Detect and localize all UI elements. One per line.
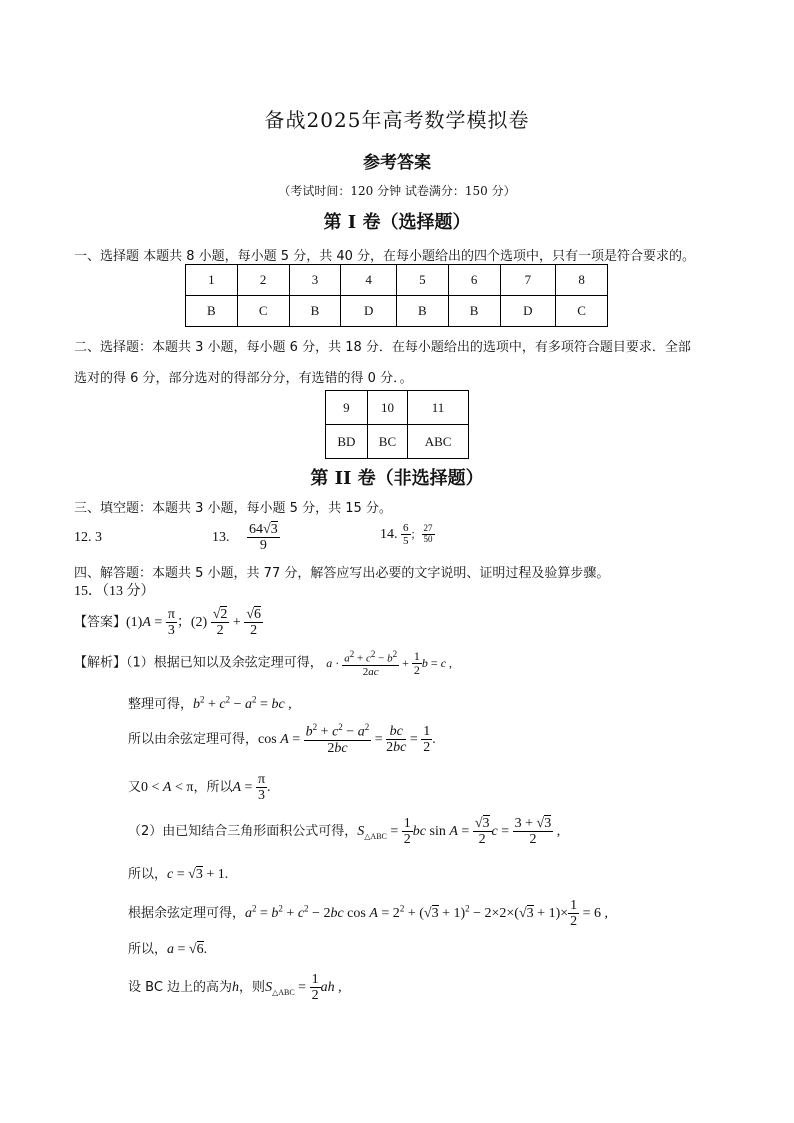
answer-13-rad: 3 (270, 522, 278, 537)
table-cell: 2 (237, 265, 289, 296)
table-cell: B (186, 296, 238, 327)
answer-13-num: 64 (249, 522, 263, 537)
analysis-step-1: 【解析】（1）根据已知以及余弦定理可得， a · $\frac{a^2 + c^2 - b^2}{2ac}$ + $\frac{1}{2}$ b = c , (74, 649, 453, 678)
paper-title: 备战2025年高考数学模拟卷 (264, 108, 530, 132)
table-cell: 1 (186, 265, 238, 296)
q4-instruction: 四、解答题：本题共 5 小题，共 77 分，解答应写出必要的文字说明、证明过程及验算步骤。 (74, 566, 610, 581)
table-cell: BC (367, 425, 407, 459)
table-cell: 6 (448, 265, 500, 296)
q3-instruction: 三、填空题：本题共 3 小题，每小题 5 分，共 15 分。 (74, 501, 392, 516)
table-cell: 10 (367, 391, 407, 425)
analysis-step-3: 所以由余弦定理可得，cos A = $\frac{b^2 + c^2 - a^2}{2bc}$ = $\frac{bc}{2bc}$ = $\frac{1}{2}$ . (128, 722, 436, 757)
table-cell: 11 (408, 391, 469, 425)
answer-13 (212, 522, 280, 554)
table-row (186, 296, 608, 327)
table-cell: ABC (408, 425, 469, 459)
part2-heading: 第 II 卷（非选择题） (310, 468, 484, 489)
table-cell: C (556, 296, 608, 327)
table-cell: D (500, 296, 556, 327)
answer-13-den: 9 (259, 538, 267, 554)
table-cell: BD (326, 425, 368, 459)
answer-14-fraction-2: $\frac{27}{50}$ (423, 523, 433, 545)
table-cell: 3 (289, 265, 341, 296)
table-cell: 5 (396, 265, 448, 296)
table-cell: 7 (500, 265, 556, 296)
table-cell: C (237, 296, 289, 327)
answer-14-label: 14. (380, 526, 398, 542)
table-row (326, 391, 469, 425)
analysis-step-7: 根据余弦定理可得，$a^2 = b^2 + c^2 - 2bc$ $\cos A = 2^2 + (√3 + 1)^2 - 2\times 2\times(√3 + 1)\times$ $\frac{1}{2}$ = 6 , (128, 898, 609, 930)
q15-label: 15．（13 分） (74, 584, 155, 599)
table-cell: B (289, 296, 341, 327)
table-cell: 9 (326, 391, 368, 425)
analysis-step-6: 所以，c = √3 + 1. (128, 867, 229, 882)
answer-14-fraction-1: $\frac{6}{5}$ (403, 522, 409, 548)
q1-instruction: 一、选择题 本题共 8 小题，每小题 5 分，共 40 分，在每小题给出的四个选项中，只有一项是符合要求的。 (74, 249, 696, 264)
answer-12: 12. 3 (74, 530, 102, 545)
table-cell: 8 (556, 265, 608, 296)
table-cell: B (448, 296, 500, 327)
analysis-step-2: 整理可得，$b^2 + c^2 - a^2$ = bc , (128, 694, 292, 712)
answer-14 (380, 522, 435, 547)
answer-table-2 (325, 390, 469, 459)
table-cell: 4 (341, 265, 397, 296)
analysis-step-8: 所以，a = √6. (128, 942, 208, 957)
table-cell: D (341, 296, 397, 327)
answer-13-fraction: $\frac{64√3}{9}$ (249, 522, 278, 554)
table-cell: B (396, 296, 448, 327)
paper-subtitle: 参考答案 (363, 153, 431, 173)
answer-14-separator: ； (410, 528, 422, 541)
table-row (186, 265, 608, 296)
exam-info: （考试时间：120 分钟 试卷满分：150 分） (278, 184, 516, 198)
analysis-step-9: 设 BC 边上的高为h，则$S_{\triangle ABC}$ = $\frac{1}{2}$ ah , (128, 972, 342, 1004)
part1-heading: 第 I 卷（选择题） (323, 212, 471, 233)
answer-13-label: 13. (212, 530, 230, 546)
answer-tag: 【答案】 (74, 615, 127, 631)
analysis-tag: 【解析】 (74, 655, 127, 671)
analysis-step-4: 又0 < A < π，所以A = $\frac{\pi}{3}$ . (128, 772, 271, 804)
answer-table-1 (185, 264, 608, 327)
table-row (326, 425, 469, 459)
answer-line: 【答案】(1)A = $\frac{\pi}{3}$ ；(2) $\frac{√2}{2}$ + $\frac{√6}{2}$ (74, 607, 261, 639)
q2-instruction-line1: 二、选择题：本题共 3 小题，每小题 6 分，共 18 分．在每小题给出的选项中，有多项符合题目要求．全部 (74, 340, 691, 355)
q2-instruction-line2: 选对的得 6 分，部分选对的得部分分，有选错的得 0 分．。 (74, 371, 413, 386)
analysis-step-5: （2）由已知结合三角形面积公式可得，$S_{\triangle ABC}$ = $\frac{1}{2}$ bc sin A = $\frac{√3}{2}$ c = $\frac{3 + √3}{2}$ , (128, 816, 561, 848)
